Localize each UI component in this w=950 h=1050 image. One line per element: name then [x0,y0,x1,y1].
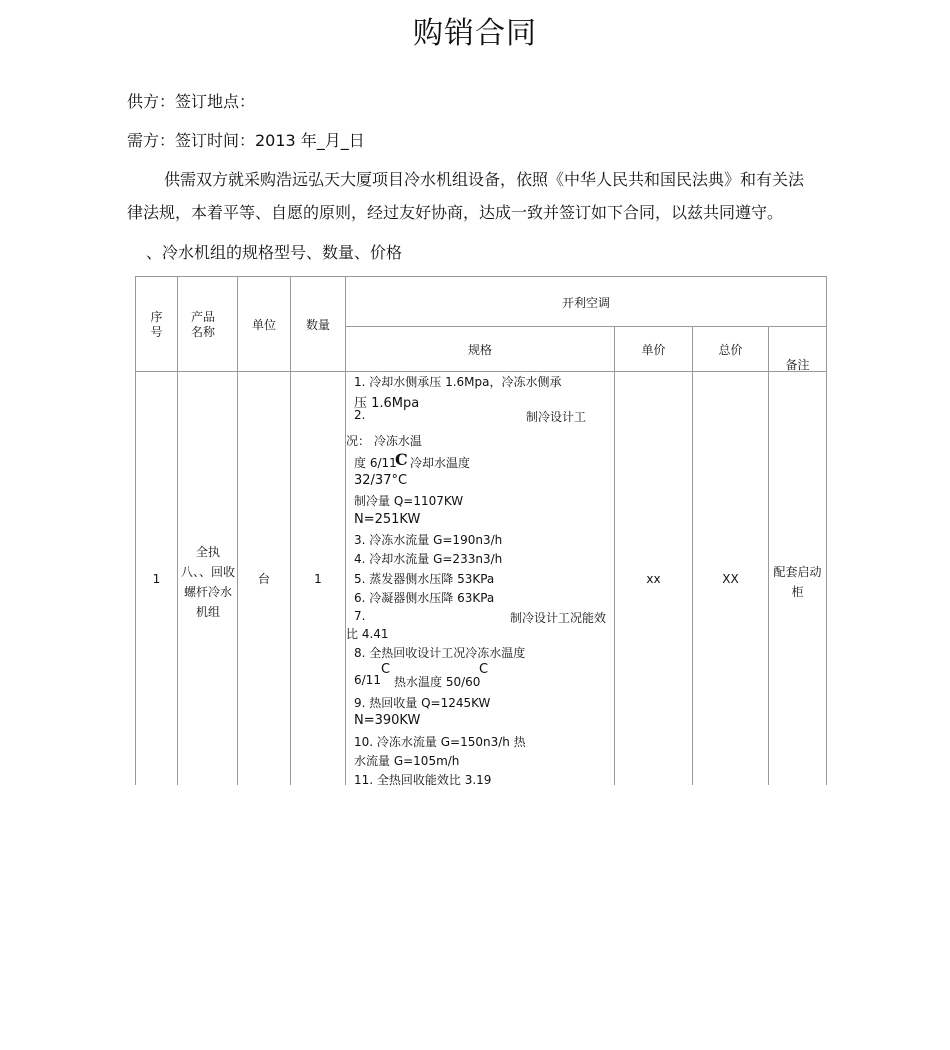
header-unit: 单位 [251,318,276,332]
spec-line: 制冷设计工况能效 [510,611,607,625]
section-heading: 、冷水机组的规格型号、数量、价格 [146,243,403,262]
page-title: 购销合同 [413,16,537,51]
intro-paragraph-line-1: 供需双方就采购浩远弘天大厦项目冷水机组设备，依照《中华人民共和国民法典》和有关法 [164,170,805,189]
spec-line: 11. 全热回收能效比 3.19 [354,773,492,787]
spec-line: 6/11 [354,673,381,687]
spec-line: 度 6/11 [354,456,397,470]
spec-line: 9. 热回收量 Q=1245KW [354,696,491,710]
intro-paragraph-line-2: 律法规，本着平等、自愿的原则，经过友好协商，达成一致并签订如下合同，以兹共同遵守。 [127,203,784,222]
header-total-price: 总价 [718,343,743,357]
spec-line: 制冷量 Q=1107KW [354,494,464,508]
supplier-line: 供方：签订地点： [127,92,256,111]
cell-remark: 配套启动 柜 [773,565,822,599]
header-product-name: 产品 名称 [190,310,215,339]
spec-line: 7. [354,609,366,623]
buyer-line: 需方：签订时间：2013 年_月_日 [127,131,365,150]
spec-line: 冷却水温度 [410,456,471,470]
cell-quantity: 1 [314,572,322,586]
spec-line: 6. 冷凝器侧水压降 63KPa [354,591,495,605]
spec-line: 压 1.6Mpa [354,396,420,411]
header-quantity: 数量 [305,318,330,332]
cell-total-price: XX [722,572,739,586]
header-spec: 规格 [467,343,492,357]
spec-line: 32/37°C [354,473,408,488]
cell-unit-price: xx [646,572,661,586]
header-remark: 备注 [785,358,810,372]
spec-line: 况： 冷冻水温 [346,434,422,448]
header-brand: 开利空调 [561,296,610,310]
spec-line: 比 4.41 [346,627,389,641]
spec-line: 5. 蒸发器侧水压降 53KPa [354,572,495,586]
spec-line: 热水温度 50/60 [394,675,481,689]
header-seq: 序 号 [150,310,163,339]
spec-line: N=390KW [354,713,421,728]
spec-line: 制冷设计工 [526,410,587,424]
spec-line: C [479,662,489,677]
header-unit-price: 单价 [641,343,666,357]
spec-line: C [395,450,408,469]
cell-unit: 台 [257,572,270,586]
cell-product-name: 全执 八、、回收 螺杆冷水 机组 [180,545,235,619]
spec-line: C [381,662,391,677]
spec-line: 3. 冷冻水流量 G=190n3/h [354,533,503,547]
spec-line: 10. 冷冻水流量 G=150n3/h 热 [354,735,526,749]
spec-line: 水流量 G=105m/h [354,754,460,768]
spec-line: 2. [354,408,366,422]
spec-line: 8. 全热回收设计工况冷冻水温度 [354,646,526,660]
spec-line: 4. 冷却水流量 G=233n3/h [354,552,503,566]
spec-line: N=251KW [354,512,421,527]
cell-seq: 1 [152,572,161,586]
spec-line: 1. 冷却水侧承压 1.6Mpa，冷冻水侧承 [354,375,562,389]
